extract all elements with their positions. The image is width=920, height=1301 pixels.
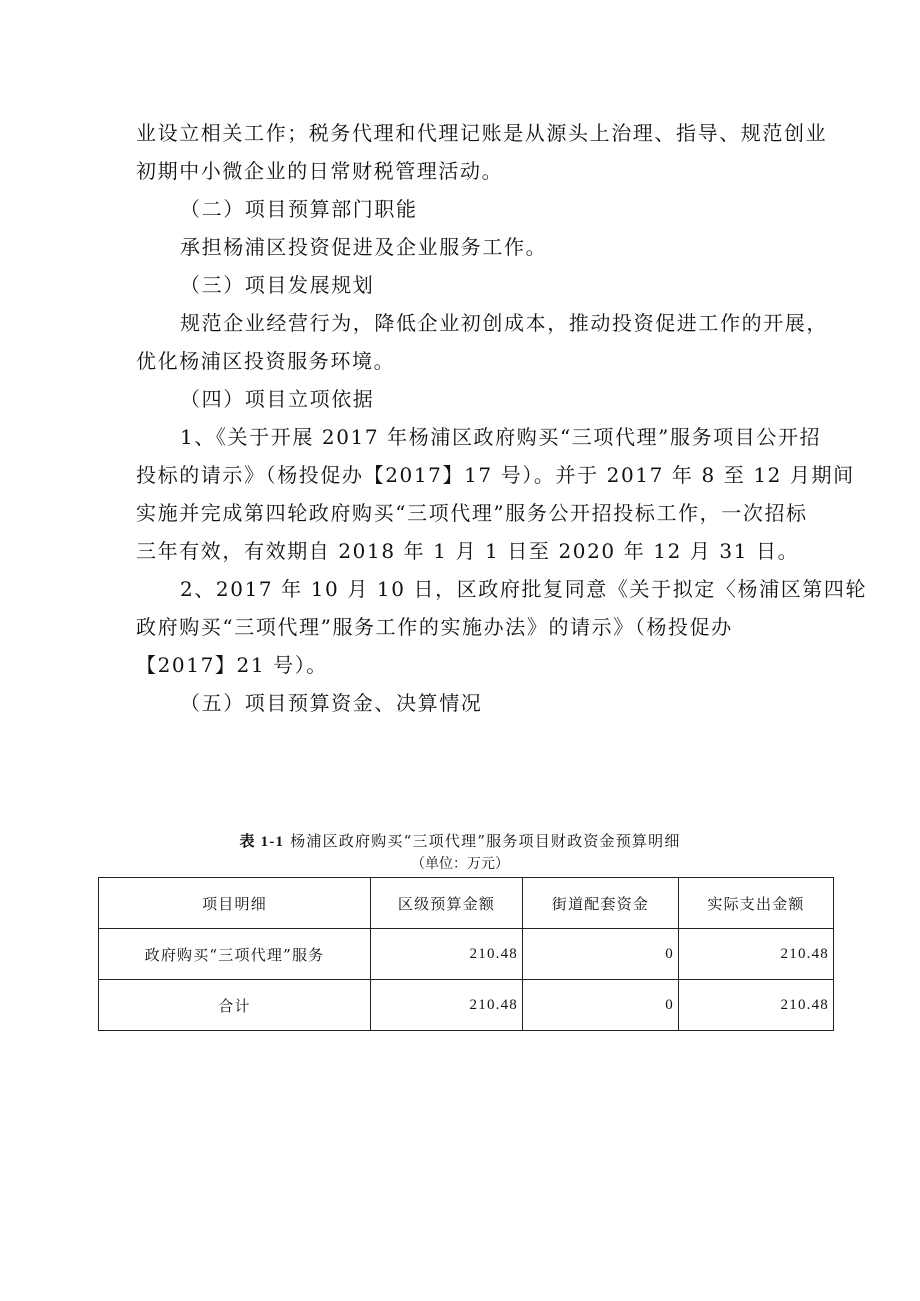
column-header: 街道配套资金 [523,878,679,929]
paragraph-basis-1 [136,418,855,570]
section-heading-5: （五）项目预算资金、决算情况 [180,691,483,715]
table-caption-text: 杨浦区政府购买“三项代理”服务项目财政资金预算明细 [290,832,681,850]
text-line: 实施并完成第四轮政府购买“三项代理”服务公开招投标工作，一次招标 [136,501,808,525]
district-budget-cell: 210.48 [371,929,523,980]
row-label: 政府购买“三项代理”服务 [99,929,371,980]
paragraph-department-duty [136,228,836,266]
text-line: 承担杨浦区投资促进及企业服务工作。 [180,235,548,259]
text-line: 投标的请示》（杨投促办【2017】17 号）。并于 2017 年 8 至 12 月期间 [136,463,855,487]
budget-table [98,877,834,1031]
text-line: 【2017】21 号）。 [136,653,328,677]
table-total-row [99,980,834,1031]
section-heading-3: （三）项目发展规划 [180,273,375,297]
table-caption [0,830,920,851]
column-header: 项目明细 [99,878,371,929]
table-header-row [99,878,834,929]
street-funding-cell: 0 [523,980,679,1031]
column-header: 实际支出金额 [679,878,834,929]
street-funding-cell: 0 [523,929,679,980]
table-caption-number: 表 1-1 [239,834,285,850]
text-line: 三年有效，有效期自 2018 年 1 月 1 日至 2020 年 12 月 31 日。 [136,539,800,563]
text-line: 优化杨浦区投资服务环境。 [136,349,396,373]
district-budget-cell: 210.48 [371,980,523,1031]
table-unit: （单位：万元） [411,856,509,872]
section-heading-2: （二）项目预算部门职能 [180,197,418,221]
section-heading-4: （四）项目立项依据 [180,387,375,411]
actual-expense-cell: 210.48 [679,929,834,980]
table-row [99,929,834,980]
text-line: 规范企业经营行为，降低企业初创成本，推动投资促进工作的开展， [180,311,828,335]
column-header: 区级预算金额 [371,878,523,929]
paragraph-basis-2 [136,570,868,684]
paragraph-intro-continuation [136,114,836,190]
text-line: 1、《关于开展 2017 年杨浦区政府购买“三项代理”服务项目公开招 [180,425,822,449]
paragraph-development-plan [136,304,836,380]
row-label: 合计 [99,980,371,1031]
text-line: 政府购买“三项代理”服务工作的实施办法》的请示》（杨投促办 [136,615,733,639]
actual-expense-cell: 210.48 [679,980,834,1031]
text-line: 业设立相关工作；税务代理和代理记账是从源头上治理、指导、规范创业 [136,121,828,145]
text-line: 2、2017 年 10 月 10 日，区政府批复同意《关于拟定〈杨浦区第四轮 [180,577,868,601]
text-line: 初期中小微企业的日常财税管理活动。 [136,159,504,183]
